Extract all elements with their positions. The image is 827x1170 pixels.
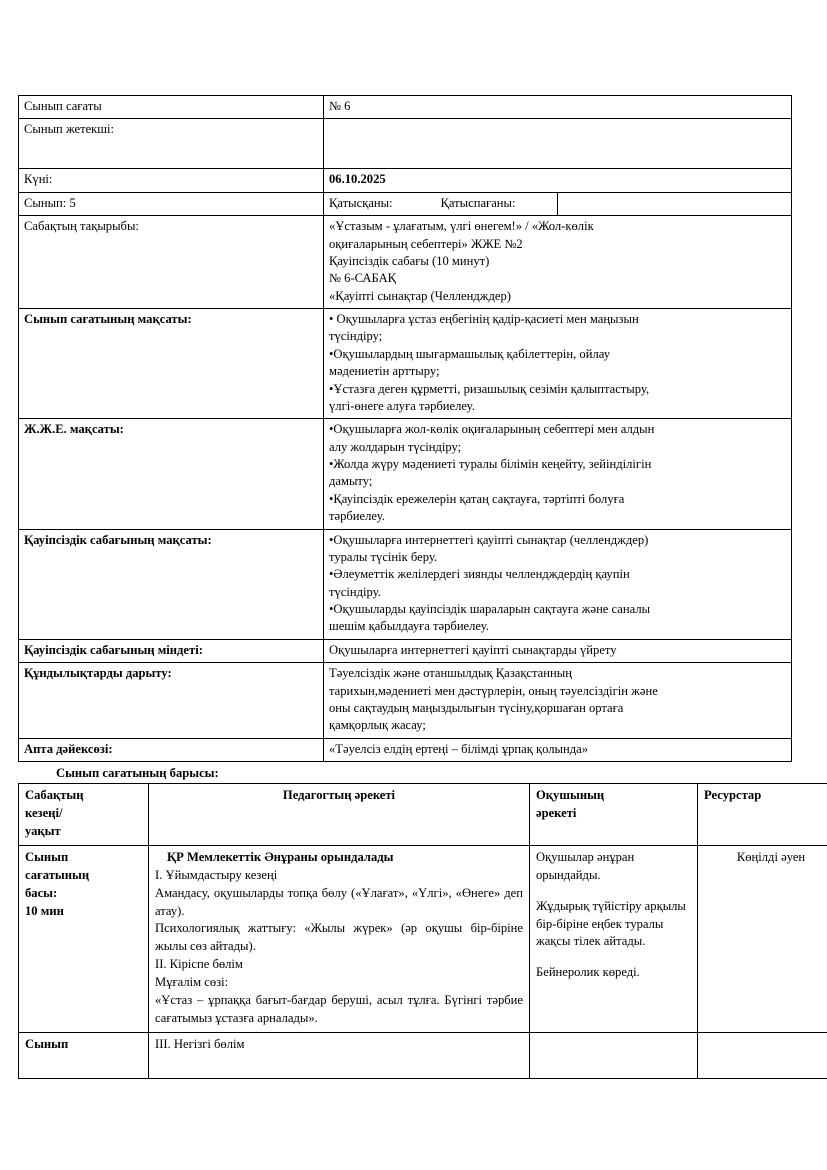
- table-row: [19, 419, 792, 529]
- lesson-info-table: [18, 95, 792, 762]
- goal-line: үлгі-өнеге алуға тәрбиелеу.: [329, 398, 475, 413]
- table-row: [19, 1032, 827, 1078]
- attendance-present-label: Қатысқаны:: [329, 195, 393, 210]
- row-value-safety-lesson-goal: [324, 529, 792, 639]
- teacher-activity-title: ҚР Мемлекеттік Әнұраны орындалады: [167, 849, 394, 864]
- row-label-safety-lesson-goal: Қауіпсіздік сабағының мақсаты:: [19, 529, 324, 639]
- stage-line: Сынып: [25, 849, 69, 864]
- column-header-student-activity: [530, 784, 698, 846]
- spacer: [536, 885, 691, 898]
- goal-line: •Оқушыларды қауіпсіздік шараларын сақтауға және саналы: [329, 602, 651, 616]
- goal-line: мәдениетін арттыру;: [329, 364, 440, 379]
- goal-line: •Оқушылардың шығармашылық қабілеттерін, ойлау: [329, 346, 610, 361]
- attendance-extra-cell: [558, 192, 792, 215]
- table-row: [19, 192, 792, 215]
- teacher-activity-line: «Ұстаз – ұрпаққа бағыт-бағдар беруші, асыл тұлға. Бүгінгі тәрбие сағатымыз ұстазға арналады».: [155, 992, 523, 1025]
- flow-caption: Сынып сағатының барысы:: [56, 766, 219, 780]
- table-row: [19, 738, 792, 761]
- row-label-safety-lesson-task: Қауіпсіздік сабағының міндеті:: [19, 639, 324, 662]
- goal-line: •Ұстазға деген құрметті, ризашылық сезімін қалыптастыру,: [329, 381, 650, 396]
- cell-teacher-activity-main: III. Негізгі бөлім: [149, 1032, 530, 1078]
- cell-stage-main: Сынып: [19, 1032, 149, 1078]
- student-activity-line: Бейнеролик көреді.: [536, 965, 640, 980]
- row-value-class-hour-number: № 6: [324, 96, 792, 119]
- teacher-activity-line: I. Ұйымдастыру кезеңі: [155, 867, 278, 882]
- topic-line: № 6-САБАҚ: [329, 271, 397, 286]
- goal-line: •Оқушыларға интернеттегі қауіпті сынақтар (челлендждер): [329, 532, 649, 547]
- student-activity-line: Оқушылар әнұран орындайды.: [536, 849, 635, 882]
- header-line: Оқушының: [536, 788, 605, 803]
- row-value-lesson-topic: [324, 216, 792, 309]
- document-body: [18, 95, 806, 1079]
- row-label-homeroom-teacher: Сынып жетекші:: [19, 119, 324, 169]
- teacher-activity-line: Амандасу, оқушыларды топқа бөлу («Ұлағат», «Үлгі», «Өнеге» деп атау).: [155, 885, 523, 918]
- header-line: әрекеті: [536, 806, 577, 821]
- row-label-week-quote: Апта дәйексөзі:: [19, 738, 324, 761]
- teacher-activity-line: Психологиялық жаттығу: «Жылы жүрек» (әр оқушы бір-біріне жылы сөз айтады).: [155, 921, 523, 954]
- header-line: кезеңі/: [25, 806, 63, 821]
- goal-line: дамыту;: [329, 474, 373, 489]
- goal-line: түсіндіру;: [329, 329, 383, 344]
- cell-stage-start: [19, 845, 149, 1032]
- table-row: [19, 169, 792, 192]
- row-label-class-hour-goal: Сынып сағатының мақсаты:: [19, 309, 324, 419]
- table-header-row: [19, 784, 827, 846]
- goal-line: •Оқушыларға жол-көлік оқиғаларының себептері мен алдын: [329, 422, 655, 437]
- row-label-traffic-safety-goal: Ж.Ж.Е. мақсаты:: [19, 419, 324, 529]
- stage-line: 10 мин: [25, 903, 64, 918]
- lesson-flow-table: [18, 783, 827, 1078]
- values-line: қамқорлық жасау;: [329, 718, 426, 733]
- teacher-activity-line: II. Кіріспе бөлім: [155, 957, 243, 972]
- values-line: тарихын,мәдениеті мен дәстүрлерін, оның тәуелсіздігін және: [329, 683, 658, 698]
- row-value-week-quote: «Тәуелсіз елдің ертеңі – білімді ұрпақ қолында»: [324, 738, 792, 761]
- teacher-activity-line: Мұғалім сөзі:: [155, 975, 229, 990]
- topic-line: оқиғаларының себептері» ЖЖЕ №2: [329, 236, 523, 251]
- goal-line: •Қауіпсіздік ережелерін қатаң сақтауға, тәртіпті болуға: [329, 491, 625, 506]
- goal-line: •Жолда жүру мәдениеті туралы білімін кеңейту, зейінділігін: [329, 457, 652, 471]
- row-value-values-instilling: [324, 663, 792, 739]
- table-row: [19, 639, 792, 662]
- topic-line: «Қауіпті сынақтар (Челлендждер): [329, 288, 511, 303]
- row-value-traffic-safety-goal: [324, 419, 792, 529]
- column-header-resources: Ресурстар: [698, 784, 827, 846]
- row-label-values-instilling: Құндылықтарды дарыту:: [19, 663, 324, 739]
- goal-line: тәрбиелеу.: [329, 509, 385, 524]
- table-row: [19, 309, 792, 419]
- row-value-date: 06.10.2025: [324, 169, 792, 192]
- goal-line: алу жолдарын түсіндіру;: [329, 439, 462, 454]
- cell-teacher-activity-start: [149, 845, 530, 1032]
- cell-student-activity-main: [530, 1032, 698, 1078]
- row-value-safety-lesson-task: Оқушыларға интернеттегі қауіпті сынақтарды үйрету: [324, 639, 792, 662]
- values-line: Тәуелсіздік және отаншылдық Қазақстанның: [329, 666, 572, 681]
- table-row: [19, 96, 792, 119]
- goal-line: шешім қабылдауға тәрбиелеу.: [329, 619, 489, 634]
- cell-student-activity-start: [530, 845, 698, 1032]
- column-header-teacher-activity: Педагогтың әрекеті: [149, 784, 530, 846]
- cell-resources-start: Көңілді әуен: [698, 845, 827, 1032]
- stage-line: басы:: [25, 885, 58, 900]
- goal-line: • Оқушыларға ұстаз еңбегінің қадір-қасиеті мен маңызын: [329, 312, 639, 326]
- row-value-class-hour-goal: [324, 309, 792, 419]
- spacer: [536, 951, 691, 964]
- header-line: уақыт: [25, 824, 61, 839]
- topic-line: Қауіпсіздік сабағы (10 минут): [329, 253, 490, 268]
- attendance-absent-label: Қатыспағаны:: [440, 195, 516, 210]
- column-header-stage: [19, 784, 149, 846]
- topic-line: «Ұстазым - ұлағатым, үлгі өнегем!» / «Жол-көлік: [329, 219, 594, 234]
- student-activity-line: Жұдырық түйістіру арқылы бір-біріне еңбек туралы жақсы тілек айтады.: [536, 898, 686, 949]
- header-line: Сабақтың: [25, 788, 84, 803]
- table-row: [19, 216, 792, 309]
- row-label-date: Күні:: [19, 169, 324, 192]
- table-row: [19, 663, 792, 739]
- goal-line: түсіндіру.: [329, 584, 381, 599]
- row-label-lesson-topic: Сабақтың тақырыбы:: [19, 216, 324, 309]
- row-label-class-hour: Сынып сағаты: [19, 96, 324, 119]
- stage-line: сағатының: [25, 867, 90, 882]
- values-line: оны сақтаудың маңыздылығын түсіну,қоршаған ортаға: [329, 700, 624, 715]
- goal-line: •Әлеуметтік желілердегі зиянды челлендждердің қаупін: [329, 567, 630, 582]
- table-row: [19, 529, 792, 639]
- goal-line: туралы түсінік беру.: [329, 549, 438, 564]
- row-value-homeroom-teacher: [324, 119, 792, 169]
- table-row: [19, 119, 792, 169]
- row-value-attendance: [324, 192, 558, 215]
- cell-resources-main: [698, 1032, 827, 1078]
- row-label-class-grade: Сынып: 5: [19, 192, 324, 215]
- table-row: [19, 845, 827, 1032]
